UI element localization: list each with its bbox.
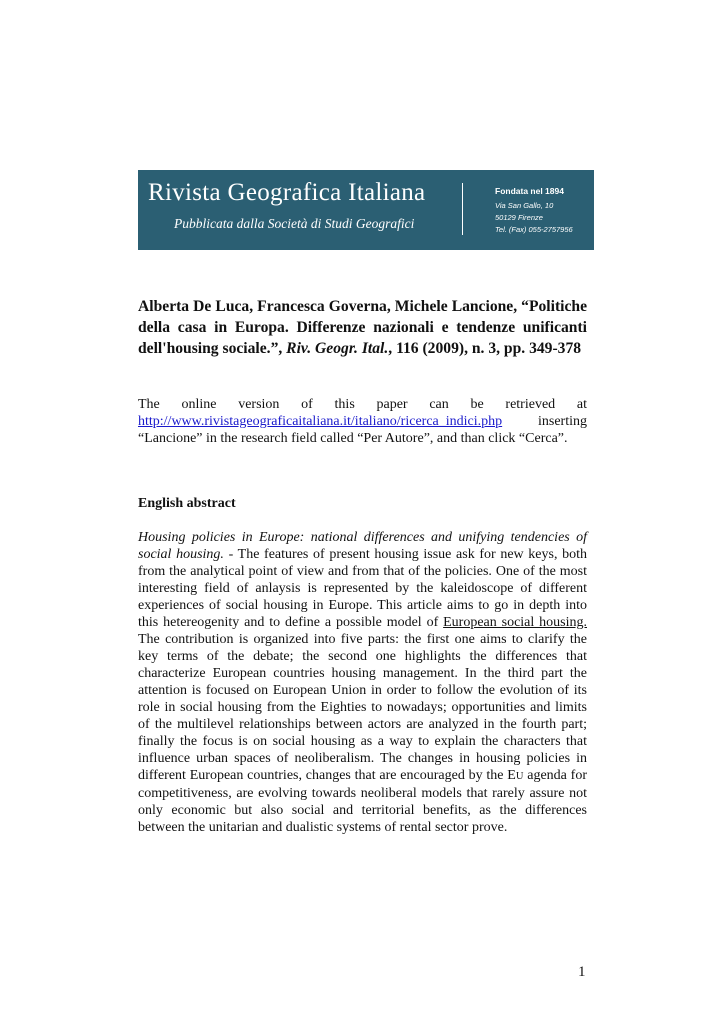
article-citation [138, 296, 587, 359]
banner-divider [462, 183, 463, 235]
online-text-after: inserting “Lancione” in the research field called “Per Autore”, and than click “Cerca”. [138, 414, 587, 446]
address-line-1: Via San Gallo, 10 [495, 201, 554, 210]
journal-title: Rivista Geografica Italiana [148, 179, 426, 206]
abstract-part-2: The contribution is organized into five parts: the first one aims to clarify the key terms of the debate; the second one highlights the differences that characterize European countries housing management. In the third part the attention is focused on European Union in order to follow the evolution of its role in social housing from the Eighties to nowadays; opportunities and limits of the multilevel relationships between actors are analyzed in the fourth part; finally the focus is on social housing as a way to explain the characters that influence urban spaces of neoliberalism. The changes in housing policies in different European countries, changes that are encouraged by the E [138, 632, 587, 783]
citation-authors-title: Alberta De Luca, Francesca Governa, Michele Lancione, “Politiche della casa in Europa. Differenze nazionali e tendenze unificanti dell'housing sociale.”, [138, 298, 587, 357]
abstract-heading: English abstract [138, 496, 236, 511]
journal-info [495, 186, 573, 236]
retrieval-link[interactable]: http://www.rivistageograficaitaliana.it/italiano/ricerca_indici.php [138, 414, 503, 429]
page-number: 1 [578, 964, 586, 980]
abstract-part-3: agenda for competitiveness, are evolving towards neoliberal models that rarely assure not only economic but also social and territorial benefits, as the differences between the unitarian and dualistic systems of rental sector prove. [138, 768, 587, 835]
abstract-title: Housing policies in Europe: national differences and unifying tendencies of social housing. [138, 530, 587, 562]
abstract-body [138, 529, 587, 836]
online-text-before: The online version of this paper can be retrieved at [138, 397, 587, 412]
founded-label: Fondata nel 1894 [495, 186, 564, 196]
online-version-note [138, 396, 587, 447]
phone-line: Tel. (Fax) 055-2757956 [495, 225, 573, 234]
journal-subtitle: Pubblicata dalla Società di Studi Geografici [174, 216, 415, 231]
abstract-smallcaps: U [515, 771, 524, 782]
citation-issue: , 116 (2009), n. 3, pp. 349-378 [388, 340, 582, 357]
abstract-underlined: European social housing. [443, 615, 587, 630]
abstract-part-1: - The features of present housing issue ask for new keys, both from the analytical point of view and from that of the policies. One of the most interesting field of anlaysis is represented by the kaleidoscope of different experiences of social housing in Europe. This article aims to go in depth into this hetereogenity and to define a possible model of [138, 547, 587, 630]
citation-journal: Riv. Geogr. Ital. [286, 340, 389, 357]
address-line-2: 50129 Firenze [495, 213, 543, 222]
journal-banner [138, 170, 594, 250]
